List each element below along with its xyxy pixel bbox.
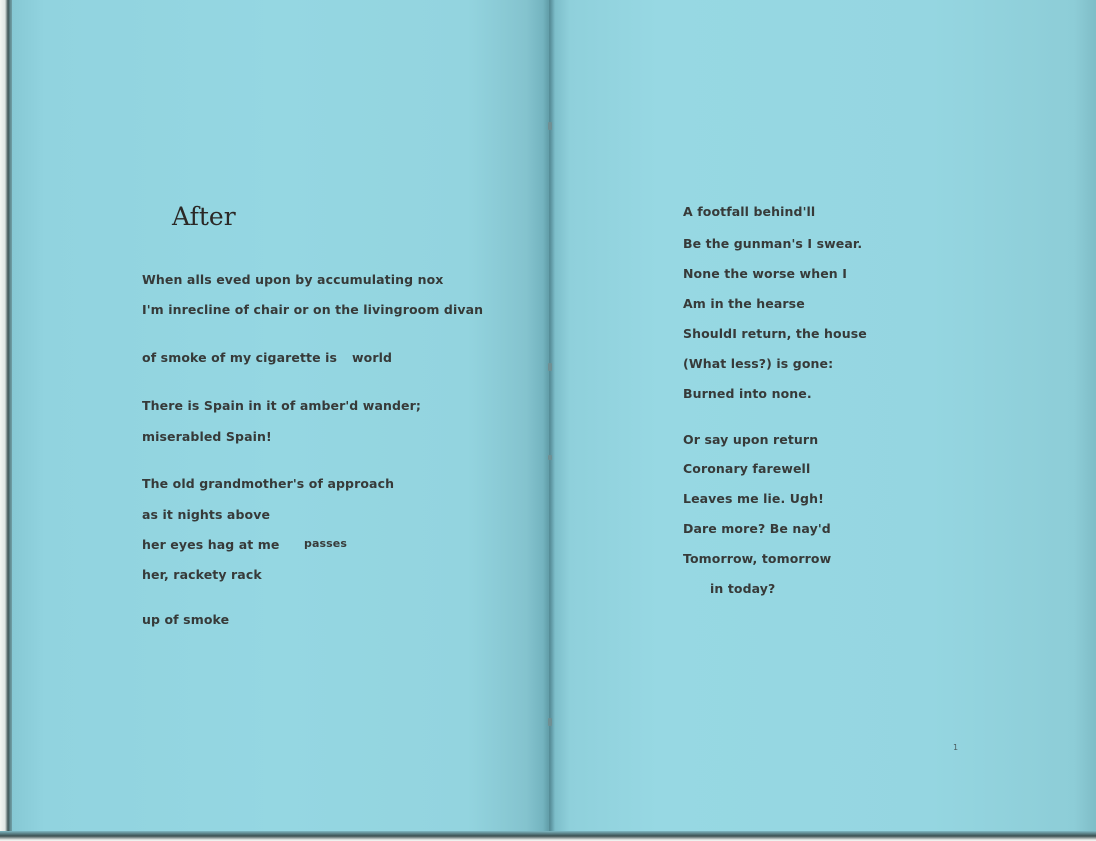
poem-line: Tomorrow, tomorrow — [683, 551, 832, 566]
right-page — [548, 0, 1096, 831]
poem-line: None the worse when I — [683, 266, 847, 281]
poem-line: Coronary farewell — [683, 461, 811, 476]
staple-mark — [548, 455, 552, 460]
poem-line: Dare more? Be nay'd — [683, 521, 831, 536]
poem-line: Burned into none. — [683, 386, 812, 401]
poem-title: After — [172, 202, 236, 231]
poem-line: her eyes hag at me — [142, 537, 280, 552]
poem-line: in today? — [710, 581, 776, 596]
poem-line: her, rackety rack — [142, 567, 262, 582]
poem-line: A footfall behind'll — [683, 204, 816, 219]
poem-line: (What less?) is gone: — [683, 356, 834, 371]
page-mark: 1 — [953, 743, 959, 752]
poem-line: The old grandmother's of approach — [142, 476, 395, 491]
poem-line: Or say upon return — [683, 432, 819, 447]
cover-edge-left — [0, 0, 12, 841]
cover-edge-bottom — [0, 831, 1096, 841]
staple-middle — [548, 363, 552, 371]
poem-line: world — [352, 350, 393, 365]
poem-line: Leaves me lie. Ugh! — [683, 491, 824, 506]
poem-line: Am in the hearse — [683, 296, 805, 311]
staple-bottom — [548, 718, 552, 726]
poem-line: When alls eved upon by accumulating nox — [142, 272, 444, 287]
poem-line: passes — [304, 537, 347, 550]
staple-top — [548, 122, 552, 130]
poem-line: I'm inrecline of chair or on the livingroom divan — [142, 302, 484, 317]
poem-line: up of smoke — [142, 612, 230, 627]
left-page — [12, 0, 548, 831]
poem-line: of smoke of my cigarette is — [142, 350, 338, 365]
poem-line: There is Spain in it of amber'd wander; — [142, 398, 421, 413]
poem-line: Be the gunman's I swear. — [683, 236, 863, 251]
poem-line: as it nights above — [142, 507, 271, 522]
poem-line: miserabled Spain! — [142, 429, 272, 444]
poem-line: ShouldI return, the house — [683, 326, 867, 341]
